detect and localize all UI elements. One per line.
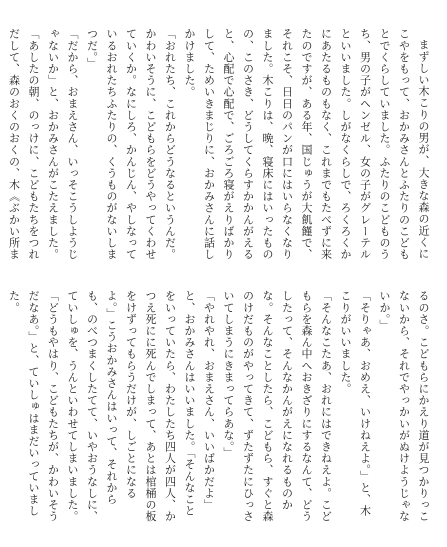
lower-text-block [7, 290, 433, 522]
paragraph: まずしい木こりの男が、大きな森の近くにこやをもって、おかみさんとふたりのこどもとでくらしていました。ふたりのこどものうち、男の子がヘンゼル、女の子がグレーテルといいました。しがなくらしで、ろくろくかにあたるものもなく、これまでもたべずに来たのですが、ある年、国じゅうが大飢饉で、それこそ、日日のパンが口にはいらなくなりました。木こりは、晩、寝床にはいったものの、このさき、どうしてくらすかかんがえると、心配で心配で、ごろごろ寝がえりばかりして、ためいきまじりに、おかみさんに話しかけました。 [183, 28, 430, 260]
dialogue-paragraph: 「だから、おまえさん、いっそこうしようじゃないか」と、おかみさんがこたえました。 [46, 28, 79, 260]
dialogue-paragraph: 「どうもやはり、こどもたちが、かわいそうだなあ。」と、ていしゅはまだいっていました。 [7, 290, 60, 522]
dialogue-paragraph: 「あしたの朝、のっけに、こどもたちをつれだして、森のおくのおくの、木《ぶかい所ま [7, 28, 40, 260]
dialogue-paragraph: 「そりゃあ、おめえ、いけねえよ。」と、木こりがいいました。 [339, 290, 372, 517]
paragraph [0, 290, 4, 522]
dialogue-paragraph: 「そんなこたあ、おれにはできねえよ。こどもらを森ん中へおきざりにするなんて、どうしたって、そんなかんがえになれるものかな。そんなことしたら、こどもら、すぐと森のけだものがやってきて、ずたずたにひっさいてしまうにきまってらあな。」 [222, 290, 333, 522]
dialogue-paragraph: 「おれたち、これからどうなるというんだ。かわいそうに、こどもらをどうやってくわせていくか。なにしろ、かんじん、やしなっているおれたちふたりの、くうものがないしまつだ。」 [85, 28, 177, 260]
upper-text-block [7, 28, 433, 265]
dialogue-paragraph: 「やれやれ、おまえさん、いいばかだよ」と、おかみさんはいいました。「そんなことをいっていたら、わたしたち四人が四人、かつえ死にに死んでしまって、あとは棺桶の板をけずってもらうだけが、しごとになるよ。」こうおかみさんはいって、それからも、のべつまくしたてて、いやおうなしに、ていしゅを、うんといわせてしまいました。 [66, 290, 216, 522]
paragraph: るのさ。こどもらにかえり道が見つかりっこないから、それでやっかいがぬけようじゃないか。」 [378, 290, 430, 522]
